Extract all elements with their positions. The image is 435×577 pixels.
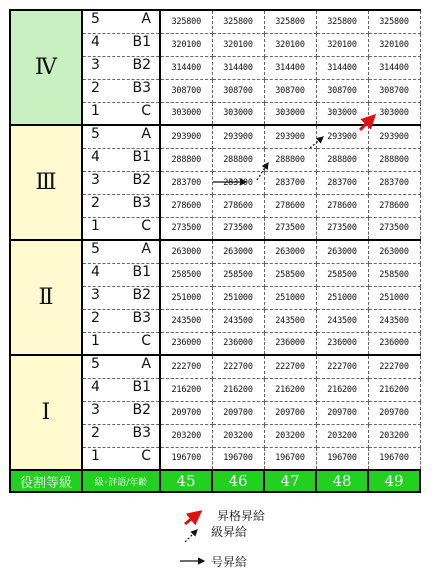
eval-cell: [82, 332, 160, 355]
eval-cell: [82, 171, 160, 194]
evaluation-label: B2: [132, 171, 151, 188]
evaluation-label: C: [141, 217, 151, 234]
salary-amount: 203200: [264, 424, 316, 447]
salary-amount: 293900: [368, 125, 420, 148]
evaluation-label: C: [141, 102, 151, 119]
salary-amount: 320100: [368, 33, 420, 56]
salary-amount: 325800: [264, 10, 316, 33]
salary-amount: 288800: [316, 148, 368, 171]
salary-amount: 222700: [160, 355, 212, 378]
eval-cell: [82, 102, 160, 125]
salary-amount: 293900: [160, 125, 212, 148]
salary-amount: 303000: [160, 102, 212, 125]
salary-amount: 283700: [212, 171, 264, 194]
salary-amount: 288800: [368, 148, 420, 171]
evaluation-label: B1: [132, 378, 151, 395]
salary-amount: 325800: [368, 10, 420, 33]
step-number: 1: [91, 447, 100, 464]
salary-amount: 283700: [316, 171, 368, 194]
legend-promotion-label: 昇格昇給: [217, 509, 266, 523]
salary-amount: 288800: [212, 148, 264, 171]
salary-amount: 196700: [212, 447, 264, 470]
salary-amount: 303000: [212, 102, 264, 125]
salary-amount: 273500: [368, 217, 420, 240]
grade-label: Ⅲ: [10, 125, 82, 240]
salary-amount: 222700: [212, 355, 264, 378]
salary-amount: 258500: [368, 263, 420, 286]
salary-amount: 251000: [316, 286, 368, 309]
salary-amount: 216200: [316, 378, 368, 401]
salary-amount: 251000: [160, 286, 212, 309]
evaluation-label: B3: [132, 194, 151, 211]
salary-amount: 209700: [368, 401, 420, 424]
step-number: 3: [91, 401, 100, 418]
salary-amount: 243500: [316, 309, 368, 332]
salary-amount: 258500: [316, 263, 368, 286]
age-header: 45: [160, 470, 212, 492]
salary-amount: 320100: [212, 33, 264, 56]
age-header: 48: [316, 470, 368, 492]
salary-amount: 303000: [264, 102, 316, 125]
salary-amount: 288800: [160, 148, 212, 171]
step-number: 1: [91, 217, 100, 234]
salary-amount: 196700: [368, 447, 420, 470]
evaluation-label: B2: [132, 56, 151, 73]
evaluation-label: B2: [132, 401, 151, 418]
eval-cell: [82, 125, 160, 148]
eval-cell: [82, 217, 160, 240]
age-header: 46: [212, 470, 264, 492]
salary-amount: 209700: [160, 401, 212, 424]
salary-amount: 325800: [160, 10, 212, 33]
eval-cell: [82, 240, 160, 263]
salary-amount: 258500: [160, 263, 212, 286]
salary-amount: 216200: [212, 378, 264, 401]
salary-amount: 203200: [160, 424, 212, 447]
step-number: 4: [91, 33, 100, 50]
salary-amount: 251000: [368, 286, 420, 309]
salary-amount: 196700: [160, 447, 212, 470]
evaluation-label: A: [141, 356, 151, 372]
step-number: 2: [91, 79, 100, 96]
salary-amount: 273500: [160, 217, 212, 240]
eval-cell: [82, 378, 160, 401]
legend-grade-raise-label: 級昇給: [211, 525, 248, 539]
legend-promotion-icon: [185, 512, 200, 524]
salary-amount: 288800: [264, 148, 316, 171]
evaluation-label: B3: [132, 79, 151, 96]
eval-cell: [82, 309, 160, 332]
salary-amount: 263000: [316, 240, 368, 263]
salary-amount: 203200: [368, 424, 420, 447]
eval-cell: [82, 148, 160, 171]
eval-cell: [82, 424, 160, 447]
step-number: 4: [91, 378, 100, 395]
evaluation-label: C: [141, 332, 151, 349]
salary-amount: 236000: [264, 332, 316, 355]
step-number: 5: [91, 356, 100, 372]
eval-cell: [82, 355, 160, 378]
salary-amount: 222700: [316, 355, 368, 378]
table-row: [10, 10, 420, 33]
grade-label: Ⅰ: [10, 355, 82, 470]
salary-amount: 278600: [160, 194, 212, 217]
step-number: 5: [91, 241, 100, 257]
salary-amount: 263000: [264, 240, 316, 263]
salary-amount: 278600: [368, 194, 420, 217]
table-row: [10, 240, 420, 263]
salary-amount: 293900: [212, 125, 264, 148]
salary-amount: 273500: [212, 217, 264, 240]
salary-amount: 236000: [316, 332, 368, 355]
salary-amount: 236000: [368, 332, 420, 355]
eval-cell: [82, 79, 160, 102]
salary-amount: 263000: [368, 240, 420, 263]
evaluation-label: A: [141, 241, 151, 257]
salary-amount: 314400: [212, 56, 264, 79]
step-number: 3: [91, 56, 100, 73]
salary-amount: 283700: [264, 171, 316, 194]
salary-amount: 273500: [264, 217, 316, 240]
salary-amount: 273500: [316, 217, 368, 240]
grade-label: Ⅱ: [10, 240, 82, 355]
salary-amount: 209700: [316, 401, 368, 424]
eval-age-header: 級･評語/年齢: [82, 470, 160, 492]
salary-amount: 278600: [264, 194, 316, 217]
salary-amount: 325800: [316, 10, 368, 33]
footer-row: [10, 470, 420, 492]
step-number: 3: [91, 171, 100, 188]
eval-cell: [82, 56, 160, 79]
evaluation-label: A: [141, 11, 151, 27]
salary-amount: 320100: [160, 33, 212, 56]
salary-amount: 308700: [316, 79, 368, 102]
salary-amount: 314400: [264, 56, 316, 79]
salary-amount: 216200: [264, 378, 316, 401]
salary-amount: 320100: [316, 33, 368, 56]
table-row: [10, 355, 420, 378]
salary-amount: 196700: [264, 447, 316, 470]
evaluation-label: B1: [132, 148, 151, 165]
salary-amount: 283700: [368, 171, 420, 194]
evaluation-label: B1: [132, 33, 151, 50]
eval-cell: [82, 401, 160, 424]
eval-cell: [82, 194, 160, 217]
step-number: 4: [91, 148, 100, 165]
salary-amount: 251000: [264, 286, 316, 309]
salary-amount: 258500: [264, 263, 316, 286]
age-header: 49: [368, 470, 420, 492]
eval-cell: [82, 10, 160, 33]
salary-amount: 293900: [264, 125, 316, 148]
eval-cell: [82, 447, 160, 470]
salary-amount: 303000: [368, 102, 420, 125]
salary-amount: 209700: [212, 401, 264, 424]
step-number: 2: [91, 309, 100, 326]
salary-amount: 251000: [212, 286, 264, 309]
eval-cell: [82, 286, 160, 309]
evaluation-label: C: [141, 447, 151, 464]
salary-amount: 320100: [264, 33, 316, 56]
salary-amount: 308700: [264, 79, 316, 102]
step-number: 4: [91, 263, 100, 280]
salary-amount: 243500: [264, 309, 316, 332]
evaluation-label: B3: [132, 424, 151, 441]
step-number: 5: [91, 126, 100, 142]
salary-amount: 283700: [160, 171, 212, 194]
salary-amount: 203200: [316, 424, 368, 447]
legend-grade-raise-icon: [185, 530, 197, 542]
salary-amount: 278600: [212, 194, 264, 217]
step-number: 1: [91, 102, 100, 119]
salary-amount: 308700: [368, 79, 420, 102]
table-row: [10, 125, 420, 148]
salary-amount: 314400: [368, 56, 420, 79]
salary-amount: 303000: [316, 102, 368, 125]
salary-amount: 203200: [212, 424, 264, 447]
grade-label: Ⅳ: [10, 10, 82, 125]
step-number: 1: [91, 332, 100, 349]
evaluation-label: B1: [132, 263, 151, 280]
salary-amount: 236000: [212, 332, 264, 355]
salary-amount: 258500: [212, 263, 264, 286]
salary-amount: 196700: [316, 447, 368, 470]
age-header: 47: [264, 470, 316, 492]
salary-amount: 278600: [316, 194, 368, 217]
salary-amount: 293900: [316, 125, 368, 148]
salary-amount: 216200: [160, 378, 212, 401]
salary-amount: 308700: [160, 79, 212, 102]
eval-cell: [82, 33, 160, 56]
salary-amount: 263000: [212, 240, 264, 263]
salary-amount: 216200: [368, 378, 420, 401]
step-number: 5: [91, 11, 100, 27]
role-grade-header: 役割等級: [10, 470, 82, 492]
legend-step-raise-label: 号昇給: [211, 555, 248, 569]
salary-amount: 243500: [368, 309, 420, 332]
salary-amount: 222700: [368, 355, 420, 378]
salary-amount: 308700: [212, 79, 264, 102]
salary-amount: 314400: [160, 56, 212, 79]
evaluation-label: B3: [132, 309, 151, 326]
salary-amount: 243500: [212, 309, 264, 332]
salary-amount: 236000: [160, 332, 212, 355]
eval-cell: [82, 263, 160, 286]
salary-amount: 222700: [264, 355, 316, 378]
salary-amount: 325800: [212, 10, 264, 33]
step-number: 2: [91, 194, 100, 211]
evaluation-label: B2: [132, 286, 151, 303]
evaluation-label: A: [141, 126, 151, 142]
salary-amount: 209700: [264, 401, 316, 424]
salary-amount: 263000: [160, 240, 212, 263]
salary-amount: 314400: [316, 56, 368, 79]
salary-table: [9, 9, 421, 493]
step-number: 3: [91, 286, 100, 303]
step-number: 2: [91, 424, 100, 441]
salary-amount: 243500: [160, 309, 212, 332]
